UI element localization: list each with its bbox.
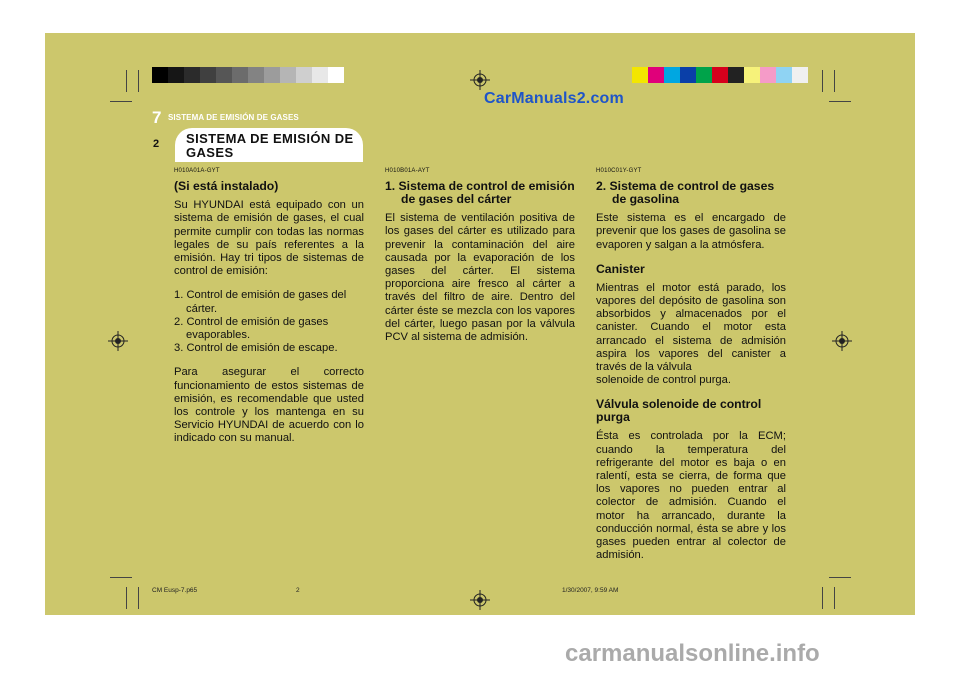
paragraph: El sistema de ventilación positiva de los gases del cárter es utilizado para prevenir la contaminación del aire causada por la evaporación de los gases del cárter. El sistema proporciona aire fresco al cárter a través del filtro de aire. Dentro del cárter éste se mezcla con los vapores del cárter, luego pasan por la válvula PCV al sistema de admisión.	[385, 212, 575, 344]
paragraph: Este sistema es el encargado de prevenir que los gases de gasolina se evaporen y salgan a la atmósfera.	[596, 212, 786, 251]
section-code: H010A01A-GYT	[174, 168, 220, 174]
chapter-title: SISTEMA DE EMISIÓN DE GASES	[168, 113, 299, 122]
watermark-top[interactable]: CarManuals2.com	[484, 90, 624, 107]
column-left	[174, 165, 364, 446]
section-heading: 1. Sistema de control de emisión de gases del cárter	[385, 179, 575, 207]
column-middle	[385, 165, 575, 344]
section-code: H010B01A-AYT	[385, 168, 430, 174]
grayscale-calibration-bar	[152, 67, 344, 83]
list-item: 1. Control de emisión de gases del cárter.	[174, 289, 347, 315]
watermark-bottom[interactable]: carmanualsonline.info	[565, 640, 820, 667]
paragraph: Su HYUNDAI está equipado con un sistema de emisión de gases, el cual permite cumplir con todas las normas legales de su país referentes a la emisión. Hay tri tipos de sistemas de control de emisión:	[174, 199, 364, 278]
paragraph: Mientras el motor está parado, los vapores del depósito de gasolina son absorbidos y almacenados por el canister. Cuando el motor esta arrancado el sistema de admisión aspira los vapores del canister a través de la válvula	[596, 281, 786, 374]
footer-timestamp: 1/30/2007, 9:59 AM	[562, 587, 619, 594]
section-code: H010C01Y-GYT	[596, 168, 642, 174]
registration-mark-icon	[470, 70, 490, 90]
list-item: 2. Control de emisión de gases evaporables.	[174, 315, 329, 342]
footer-file: CM Eusp-7.p65	[152, 587, 198, 594]
color-calibration-bar	[632, 67, 808, 83]
paragraph: Para asegurar el correcto funcionamiento de estos sistemas de emisión, es recomendable que usted los controle y los mantenga en su Servicio HYUNDAI de acuerdo con lo indicado con su manual.	[174, 366, 364, 445]
section-heading: 2. Sistema de control de gases de gasolina	[596, 179, 775, 207]
section-heading: (Si está instalado)	[174, 179, 279, 194]
footer-page: 2	[296, 587, 300, 594]
list-item: 3. Control de emisión de escape.	[174, 342, 338, 355]
registration-mark-icon	[470, 590, 490, 610]
emission-system-list	[174, 289, 364, 355]
paragraph: solenoide de control purga.	[596, 374, 731, 387]
chapter-number: 7	[152, 108, 162, 127]
section-title: SISTEMA DE EMISIÓN DE GASES	[186, 131, 354, 160]
registration-mark-icon	[832, 331, 852, 351]
registration-mark-icon	[108, 331, 128, 351]
column-right	[596, 165, 786, 562]
subheading: Válvula solenoide de control purga	[596, 397, 762, 425]
paragraph: Ésta es controlada por la ECM; cuando la temperatura del refrigerante del motor es baja o en ralentí, esta se cierra, de forma que los vapores no pueden entrar al colector de admisión. Cuando el motor ha arrancado, durante la conducción normal, ésta se abre y los gases pueden entrar al colector de admisión.	[596, 430, 786, 562]
page-number: 2	[153, 138, 160, 150]
subheading: Canister	[596, 261, 645, 276]
